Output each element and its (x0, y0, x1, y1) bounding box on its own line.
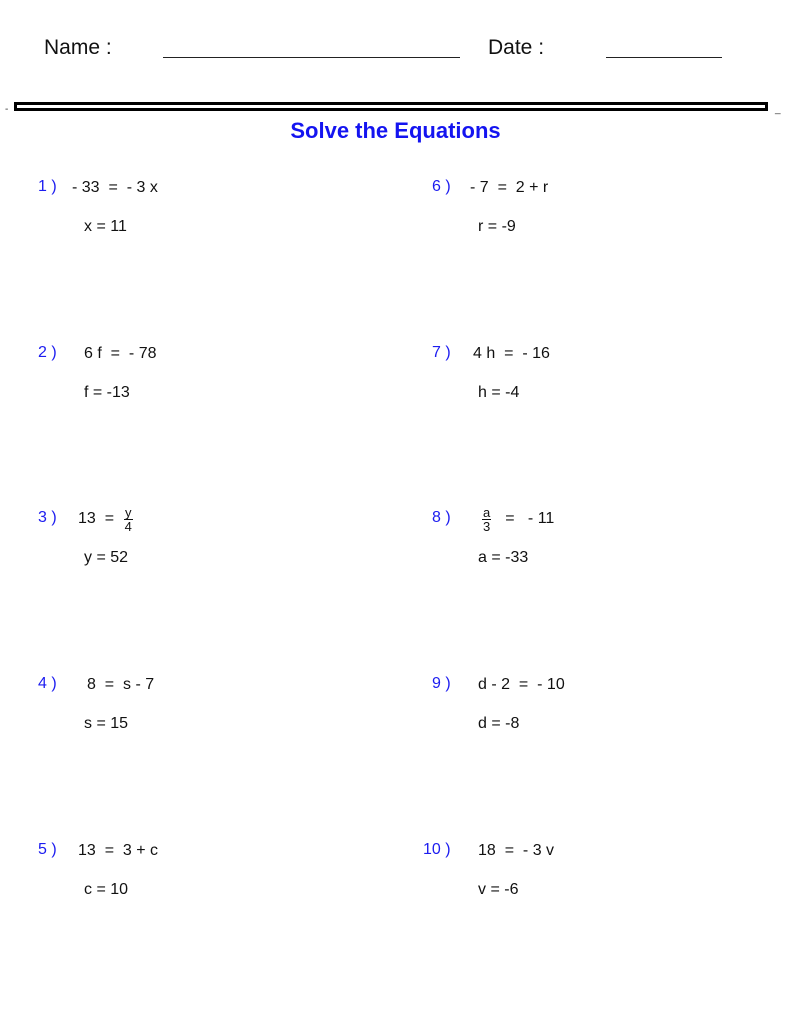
equation-lhs: d - 2 = - 10 (478, 676, 565, 693)
problem-number: 6 ) (432, 178, 451, 195)
problem-number: 7 ) (432, 344, 451, 361)
equation (478, 841, 554, 861)
answer: v = -6 (478, 881, 519, 898)
fraction-numerator: y (125, 504, 132, 520)
worksheet-title: Solve the Equations (290, 118, 501, 143)
answer: h = -4 (478, 384, 520, 401)
name-label: Name : (44, 36, 112, 59)
equation-rhs: = - 11 (505, 510, 555, 527)
equation (470, 178, 548, 198)
problem-number: 5 ) (38, 841, 57, 858)
equation (478, 675, 565, 695)
answer: f = -13 (84, 384, 130, 401)
problem-number: 10 ) (423, 841, 451, 858)
problem-number: 1 ) (38, 178, 57, 195)
answer: a = -33 (478, 549, 529, 566)
fraction-denominator: 4 (124, 518, 132, 534)
problem-number: 8 ) (432, 509, 451, 526)
equation-lhs: 6 f = - 78 (84, 345, 157, 362)
answer: r = -9 (478, 218, 516, 235)
equation-lhs: 18 = - 3 v (478, 842, 555, 859)
equation-lhs: 13 = 3 + c (78, 842, 159, 859)
divider-mark: _ (775, 104, 781, 115)
fraction (124, 506, 133, 533)
fraction-denominator: 3 (483, 518, 491, 534)
equation (72, 178, 158, 198)
header-divider (14, 102, 768, 111)
date-field-line[interactable] (606, 57, 722, 58)
equation-lhs: - 7 = 2 + r (470, 179, 549, 196)
problem-number: 9 ) (432, 675, 451, 692)
equation-lhs: - 33 = - 3 x (72, 179, 158, 196)
equation (87, 675, 154, 695)
problem-number: 2 ) (38, 344, 57, 361)
answer: c = 10 (84, 881, 129, 898)
answer: d = -8 (478, 715, 520, 732)
equation (478, 504, 555, 534)
equation (78, 504, 137, 534)
equation (84, 344, 156, 364)
equation-lhs: 4 h = - 16 (473, 345, 550, 362)
name-field-line[interactable] (163, 57, 460, 58)
divider-mark: - (5, 104, 9, 115)
answer: s = 15 (84, 715, 129, 732)
equation-lhs: 8 = s - 7 (87, 676, 155, 693)
date-label: Date : (488, 36, 545, 59)
answer: y = 52 (84, 549, 129, 566)
problem-number: 4 ) (38, 675, 57, 692)
fraction (482, 506, 491, 533)
problem-number: 3 ) (38, 509, 57, 526)
equation (78, 841, 158, 861)
fraction-numerator: a (483, 504, 491, 520)
answer: x = 11 (84, 218, 127, 235)
equation-lhs: 13 = (78, 510, 115, 527)
equation (473, 344, 550, 364)
